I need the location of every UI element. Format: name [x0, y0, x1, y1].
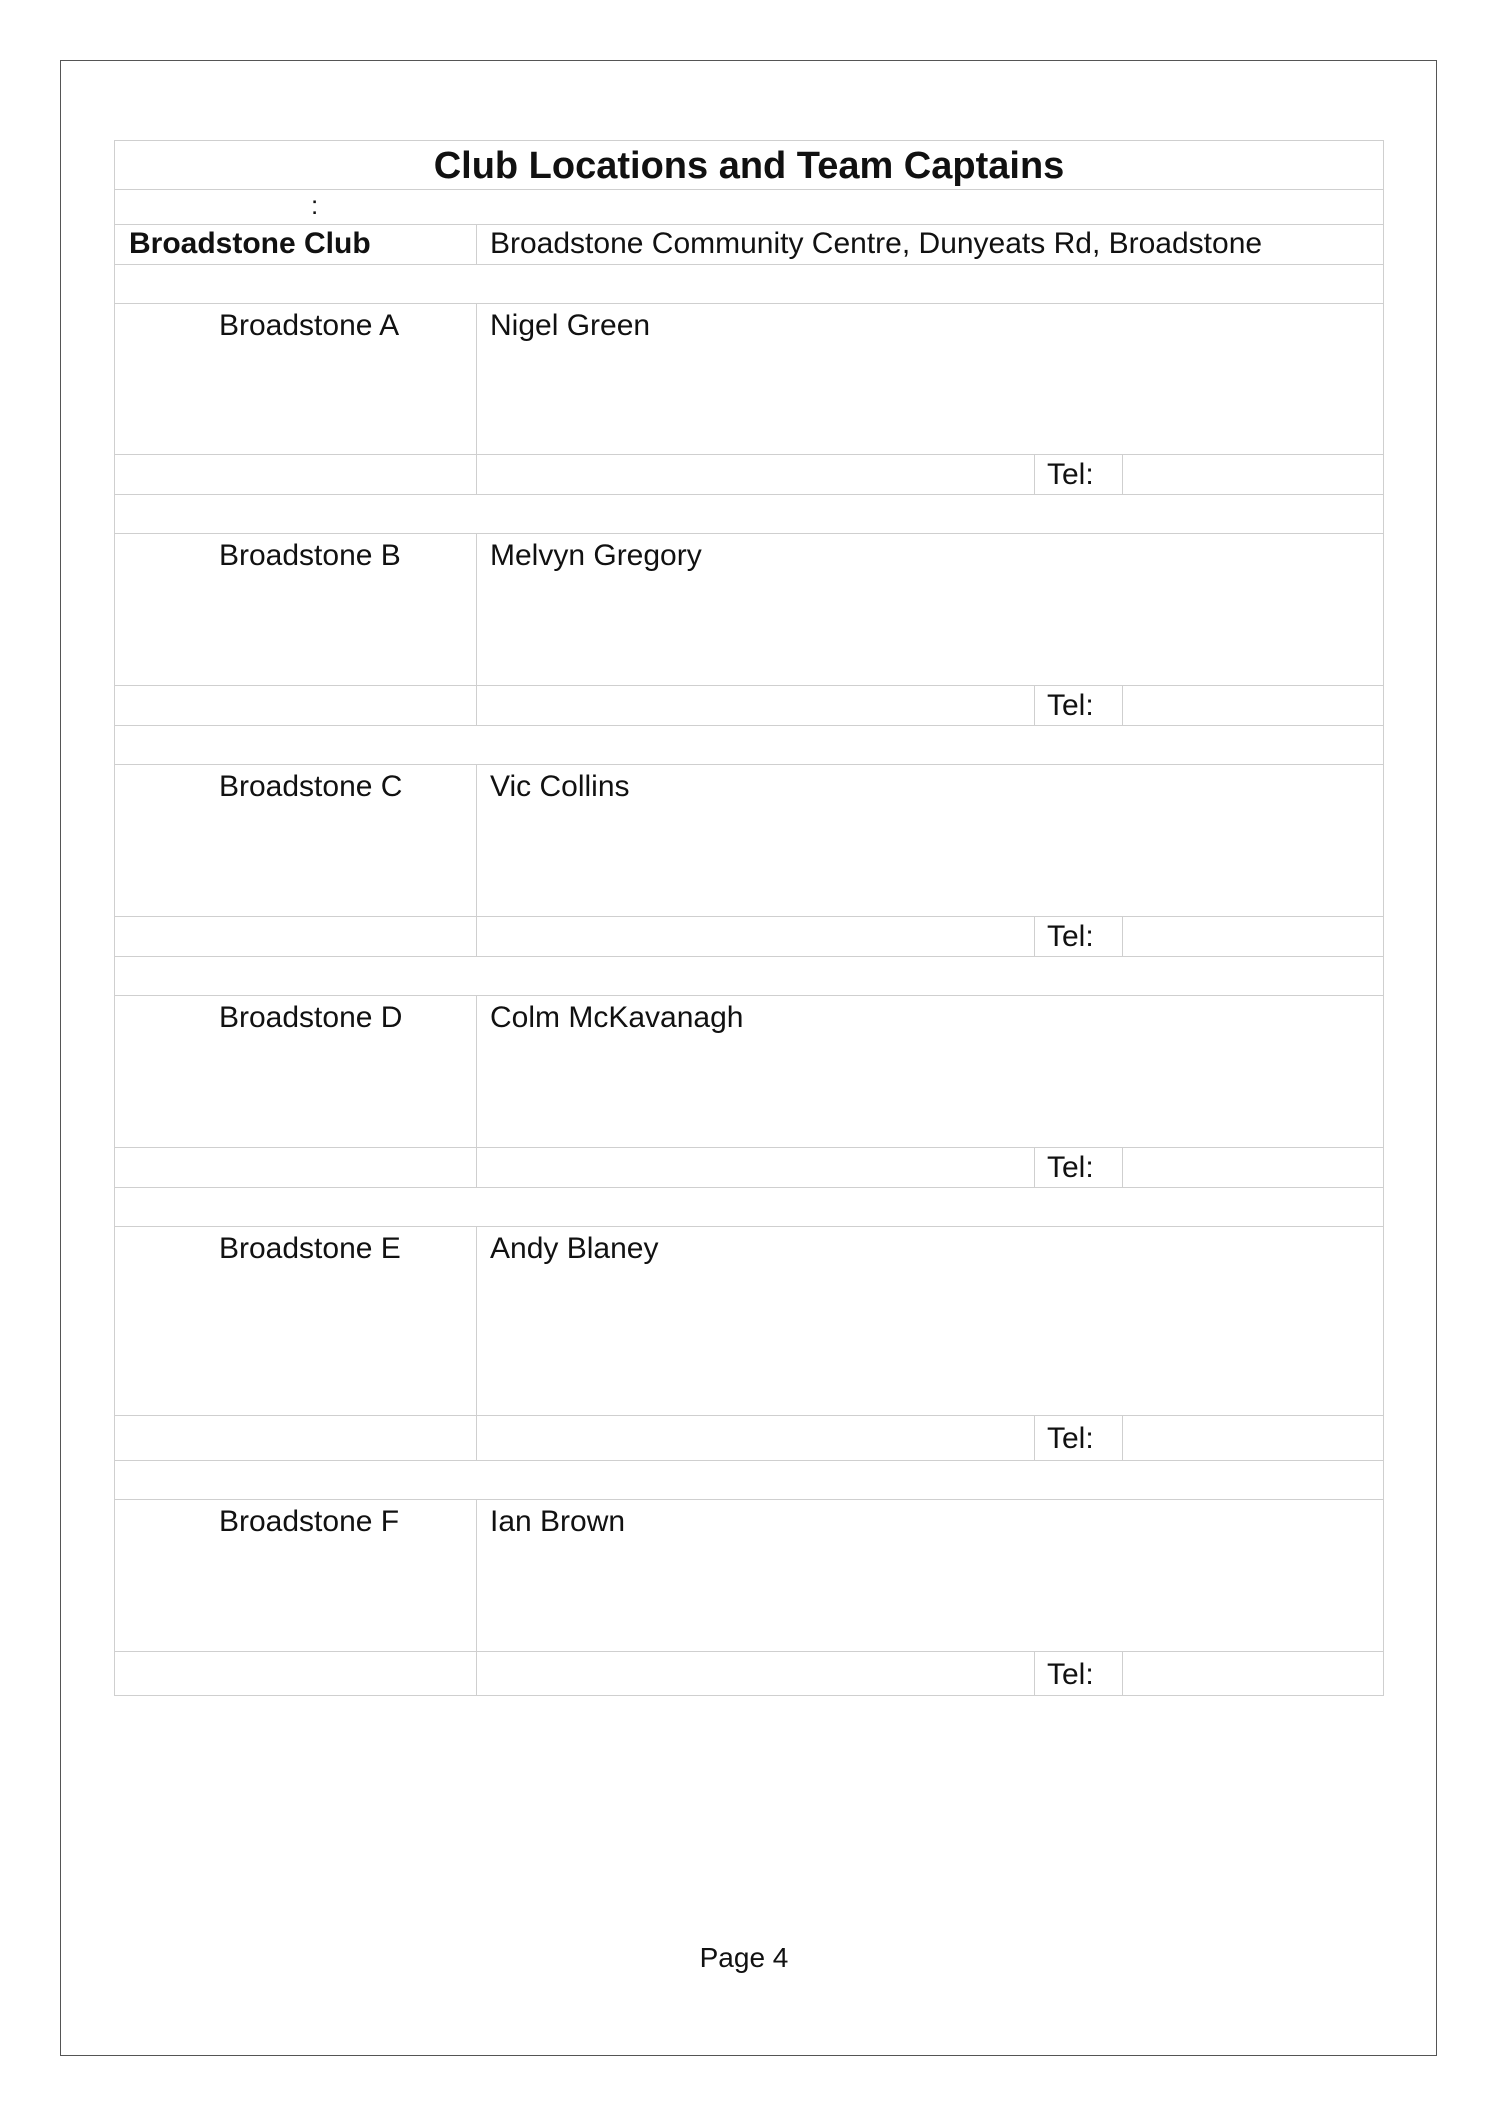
empty-cell	[114, 1147, 477, 1188]
captain-name-cell: Vic Collins	[476, 764, 1384, 917]
spacer-row	[114, 264, 1384, 304]
blank-colon-row	[114, 189, 1384, 225]
spacer-row	[114, 1460, 1384, 1500]
team-name-cell: Broadstone B	[114, 533, 477, 686]
team-name-cell: Broadstone E	[114, 1226, 477, 1416]
empty-cell	[114, 916, 477, 957]
club-name-cell: Broadstone Club	[114, 224, 477, 265]
team-name-cell: Broadstone F	[114, 1499, 477, 1652]
empty-cell	[114, 685, 477, 726]
tel-label: Tel:	[1034, 1415, 1123, 1461]
tel-value-cell	[1122, 1147, 1384, 1188]
email-cell	[476, 454, 1035, 495]
page-title: Club Locations and Team Captains	[114, 140, 1384, 190]
tel-value-cell	[1122, 454, 1384, 495]
spacer-row	[114, 1187, 1384, 1227]
team-name-cell: Broadstone D	[114, 995, 477, 1148]
tel-value-cell	[1122, 1415, 1384, 1461]
captain-name-cell: Melvyn Gregory	[476, 533, 1384, 686]
email-cell	[476, 1147, 1035, 1188]
club-address-cell: Broadstone Community Centre, Dunyeats Rd, Broadstone	[476, 224, 1384, 265]
tel-label: Tel:	[1034, 1651, 1123, 1696]
tel-value-cell	[1122, 1651, 1384, 1696]
email-cell	[476, 916, 1035, 957]
email-cell	[476, 1415, 1035, 1461]
email-cell	[476, 1651, 1035, 1696]
captain-name-cell: Nigel Green	[476, 303, 1384, 455]
tel-value-cell	[1122, 685, 1384, 726]
team-name-cell: Broadstone A	[114, 303, 477, 455]
empty-cell	[114, 1651, 477, 1696]
spacer-row	[114, 494, 1384, 534]
tel-value-cell	[1122, 916, 1384, 957]
captain-name-cell: Andy Blaney	[476, 1226, 1384, 1416]
tel-label: Tel:	[1034, 1147, 1123, 1188]
email-cell	[476, 685, 1035, 726]
page-number: Page 4	[699, 1942, 789, 1973]
tel-label: Tel:	[1034, 454, 1123, 495]
tel-label: Tel:	[1034, 685, 1123, 726]
spacer-row	[114, 956, 1384, 996]
captain-name-cell: Ian Brown	[476, 1499, 1384, 1652]
spacer-row	[114, 725, 1384, 765]
colon-mark: :	[311, 190, 319, 220]
team-name-cell: Broadstone C	[114, 764, 477, 917]
captain-name-cell: Colm McKavanagh	[476, 995, 1384, 1148]
tel-label: Tel:	[1034, 916, 1123, 957]
empty-cell	[114, 454, 477, 495]
empty-cell	[114, 1415, 477, 1461]
